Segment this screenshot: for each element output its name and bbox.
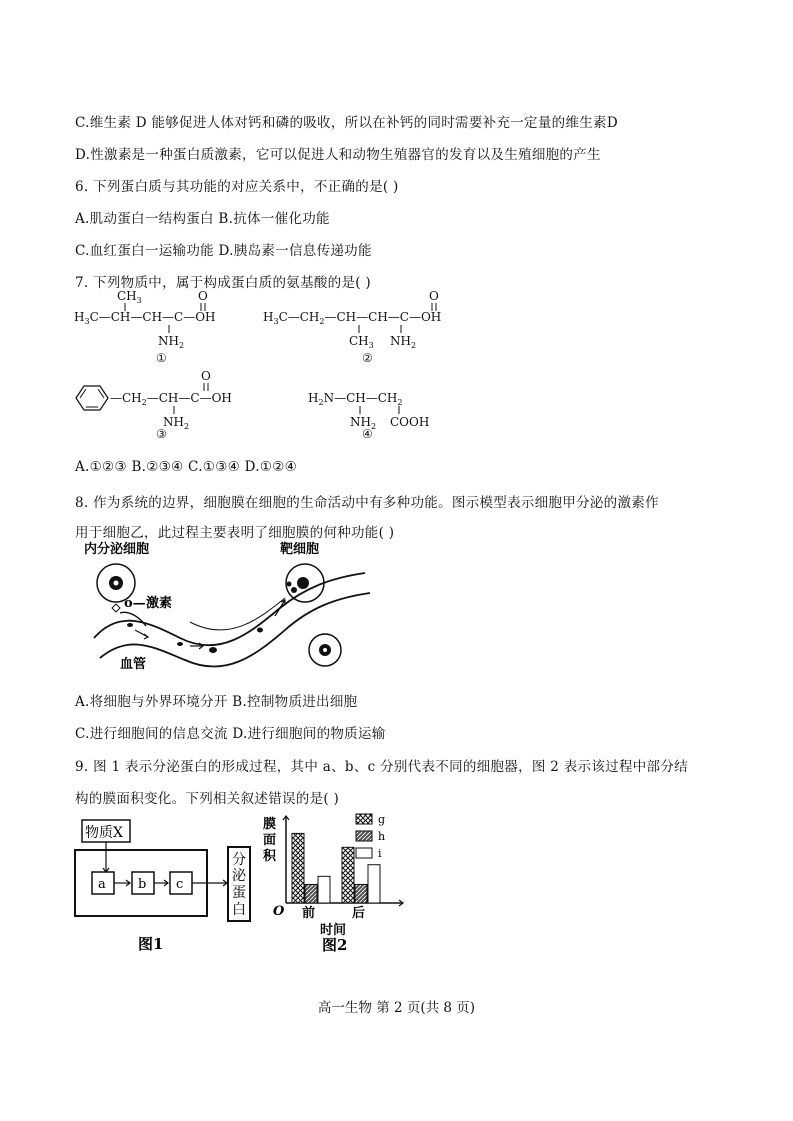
bar-h-前 bbox=[305, 884, 317, 903]
legend-label-h: h bbox=[378, 830, 386, 843]
figure-2-membrane-area-chart bbox=[258, 808, 418, 958]
q8-options-ab: A.将细胞与外界环境分开 B.控制物质进出细胞 bbox=[75, 694, 358, 710]
svg-text:泌: 泌 bbox=[232, 868, 246, 884]
hormone-label: 激素 bbox=[146, 596, 173, 611]
q6-options-cd: C.血红蛋白一运输功能 D.胰岛素一信息传递功能 bbox=[75, 243, 372, 259]
svg-text:NH2: $NH_2$ bbox=[163, 415, 190, 431]
svg-text:蛋: 蛋 bbox=[232, 885, 246, 901]
q8-options-cd: C.进行细胞间的信息交流 D.进行细胞间的物质运输 bbox=[75, 726, 386, 742]
substance-x-label: 物质X bbox=[85, 825, 123, 841]
y-axis-label-char: 积 bbox=[263, 849, 277, 864]
organelle-b: b bbox=[138, 877, 147, 892]
amino-acid-structures bbox=[70, 288, 510, 438]
x-axis-label: 时间 bbox=[320, 923, 347, 938]
y-axis-label-char: 面 bbox=[263, 833, 277, 848]
organelle-c: c bbox=[176, 877, 184, 892]
m2-number: ② bbox=[362, 351, 373, 365]
figure-1-caption: 图1 bbox=[138, 935, 164, 953]
organelle-a: a bbox=[98, 877, 106, 892]
m4-cooh: COOH bbox=[390, 415, 430, 429]
m3-oxygen: O bbox=[201, 369, 211, 383]
hormone-signaling-figure bbox=[80, 538, 380, 673]
legend-swatch-h bbox=[356, 831, 372, 841]
question-9-line1: 9. 图 1 表示分泌蛋白的形成过程，其中 a、b、c 分别代表不同的细胞器，图 2 表示该过程中部分结 bbox=[75, 759, 688, 775]
question-9-line2: 构的膜面积变化。下列相关叙述错误的是( ) bbox=[75, 791, 340, 807]
svg-text:NH2: $NH_2$ bbox=[390, 334, 417, 350]
svg-text:H3C—CH2—CH—CH—C—OH: $H_3C—CH_2—CH—CH—C—OH$ bbox=[263, 310, 442, 326]
svg-text:o—: o— bbox=[124, 596, 146, 611]
question-8-line1: 8. 作为系统的边界，细胞膜在细胞的生命活动中有多种功能。图示模型表示细胞甲分泌的激素作 bbox=[75, 495, 659, 511]
m3-number: ③ bbox=[156, 427, 167, 438]
question-8-line2: 用于细胞乙，此过程主要表明了细胞膜的何种功能( ) bbox=[75, 525, 395, 541]
svg-text:H2N—CH—CH2: $H_2N—CH—CH_2$ bbox=[308, 391, 403, 407]
legend-swatch-i bbox=[356, 848, 372, 858]
svg-text:H3C—CH—CH—C—OH: $H_3C—CH—CH—C—OH$ bbox=[74, 310, 216, 326]
origin-label: O bbox=[273, 904, 285, 919]
legend-swatch-g bbox=[356, 814, 372, 824]
svg-text:NH2: $NH_2$ bbox=[158, 334, 185, 350]
target-cell-icon bbox=[286, 564, 324, 602]
question-6: 6. 下列蛋白质与其功能的对应关系中，不正确的是( ) bbox=[75, 179, 399, 195]
q6-options-ab: A.肌动蛋白一结构蛋白 B.抗体一催化功能 bbox=[75, 211, 330, 227]
question-7: 7. 下列物质中，属于构成蛋白质的氨基酸的是( ) bbox=[75, 275, 371, 291]
other-cell-icon bbox=[309, 634, 341, 666]
secreting-cell-label: 内分泌细胞 bbox=[84, 542, 150, 557]
bar-i-后 bbox=[368, 865, 380, 903]
svg-text:—CH2—CH—C—OH: $—CH_2—CH—C—OH$ bbox=[110, 391, 232, 407]
m1-ch3: $CH_3$ bbox=[117, 289, 142, 305]
x-tick-label: 前 bbox=[302, 906, 316, 921]
m1-oxygen: O bbox=[198, 289, 208, 303]
svg-text:NH2: $NH_2$ bbox=[350, 415, 377, 431]
y-axis-label-char: 膜 bbox=[263, 817, 277, 832]
svg-text:分: 分 bbox=[232, 852, 246, 868]
target-cell-label: 靶细胞 bbox=[280, 542, 320, 557]
q7-options: A.①②③ B.②③④ C.①③④ D.①②④ bbox=[75, 459, 298, 475]
secreted-protein-label bbox=[232, 852, 247, 918]
option-d-q5: D.性激素是一种蛋白质激素，它可以促进人和动物生殖器官的发育以及生殖细胞的产生 bbox=[75, 147, 601, 163]
legend-label-g: g bbox=[378, 813, 386, 826]
bar-g-后 bbox=[342, 847, 354, 903]
bar-i-前 bbox=[318, 876, 330, 903]
m2-oxygen: O bbox=[429, 289, 439, 303]
benzene-ring-icon bbox=[76, 386, 108, 410]
legend-label-i: i bbox=[378, 847, 382, 860]
m1-number: ① bbox=[156, 351, 167, 365]
svg-text:CH3: $CH_3$ bbox=[349, 334, 374, 350]
figure-2-caption: 图2 bbox=[322, 936, 348, 954]
m4-number: ④ bbox=[362, 427, 373, 438]
x-tick-label: 后 bbox=[352, 906, 366, 921]
svg-text:白: 白 bbox=[232, 902, 246, 918]
vessel-label: 血管 bbox=[120, 657, 147, 672]
page-footer: 高一生物 第 2 页(共 8 页) bbox=[317, 1000, 476, 1016]
option-c-q5: C.维生素 D 能够促进人体对钙和磷的吸收，所以在补钙的同时需要补充一定量的维生素D bbox=[75, 115, 618, 131]
bar-h-后 bbox=[355, 884, 367, 903]
figure-1-secretion-process bbox=[70, 812, 260, 957]
bar-g-前 bbox=[292, 833, 304, 903]
